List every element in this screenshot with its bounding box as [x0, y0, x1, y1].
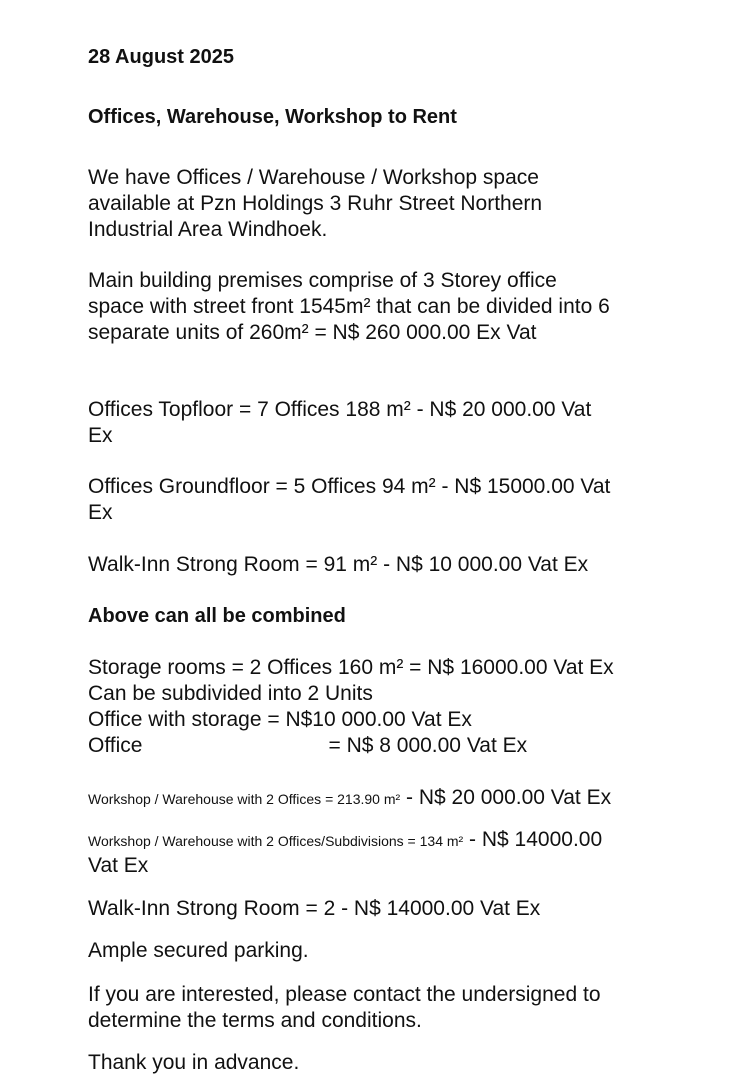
main-building-line-3: separate units of 260m² = N$ 260 000.00 Ex Vat — [88, 321, 537, 344]
offices-groundfloor-line-2: Ex — [88, 501, 113, 524]
parking-line: Ample secured parking. — [88, 939, 309, 962]
intro-line-2: available at Pzn Holdings 3 Ruhr Street Northern — [88, 192, 543, 215]
workshop-2-price: - N$ 14000.00 — [463, 828, 603, 851]
offices-topfloor-line-1: Offices Topfloor = 7 Offices 188 m² - N$ 20 000.00 Vat — [88, 398, 592, 421]
strong-room-1: Walk-Inn Strong Room = 91 m² - N$ 10 000.00 Vat Ex — [88, 553, 589, 576]
contact-line-2: determine the terms and conditions. — [88, 1009, 422, 1032]
main-building-line-2: space with street front 1545m² that can be divided into 6 — [88, 295, 610, 318]
strong-room-2: Walk-Inn Strong Room = 2 - N$ 14000.00 Vat Ex — [88, 897, 541, 920]
main-building-line-1: Main building premises comprise of 3 Storey office — [88, 269, 557, 292]
combined-heading: Above can all be combined — [88, 605, 346, 627]
storage-office-label: Office — [88, 734, 143, 757]
intro-line-3: Industrial Area Windhoek. — [88, 218, 328, 241]
storage-office-value: = N$ 8 000.00 Vat Ex — [328, 734, 528, 757]
storage-line-1: Storage rooms = 2 Offices 160 m² = N$ 16000.00 Vat Ex — [88, 656, 614, 679]
workshop-1-price: - N$ 20 000.00 Vat Ex — [400, 786, 612, 809]
contact-line-1: If you are interested, please contact the undersigned to — [88, 983, 601, 1006]
storage-line-3: Office with storage = N$10 000.00 Vat Ex — [88, 708, 472, 731]
workshop-2-description: Workshop / Warehouse with 2 Offices/Subdivisions = 134 m² — [88, 833, 464, 849]
workshop-2-line-2: Vat Ex — [88, 854, 149, 877]
workshop-2-line-1 — [88, 827, 602, 854]
workshop-1-description: Workshop / Warehouse with 2 Offices = 213.90 m² — [88, 791, 401, 807]
document-date: 28 August 2025 — [88, 46, 234, 68]
closing-line: Thank you in advance. — [88, 1051, 300, 1074]
offices-topfloor-line-2: Ex — [88, 424, 113, 447]
document-title: Offices, Warehouse, Workshop to Rent — [88, 106, 457, 128]
storage-line-2: Can be subdivided into 2 Units — [88, 682, 373, 705]
intro-line-1: We have Offices / Warehouse / Workshop space — [88, 166, 539, 189]
workshop-1-line — [88, 785, 611, 812]
offices-groundfloor-line-1: Offices Groundfloor = 5 Offices 94 m² - N$ 15000.00 Vat — [88, 475, 611, 498]
storage-office-line — [88, 733, 527, 759]
